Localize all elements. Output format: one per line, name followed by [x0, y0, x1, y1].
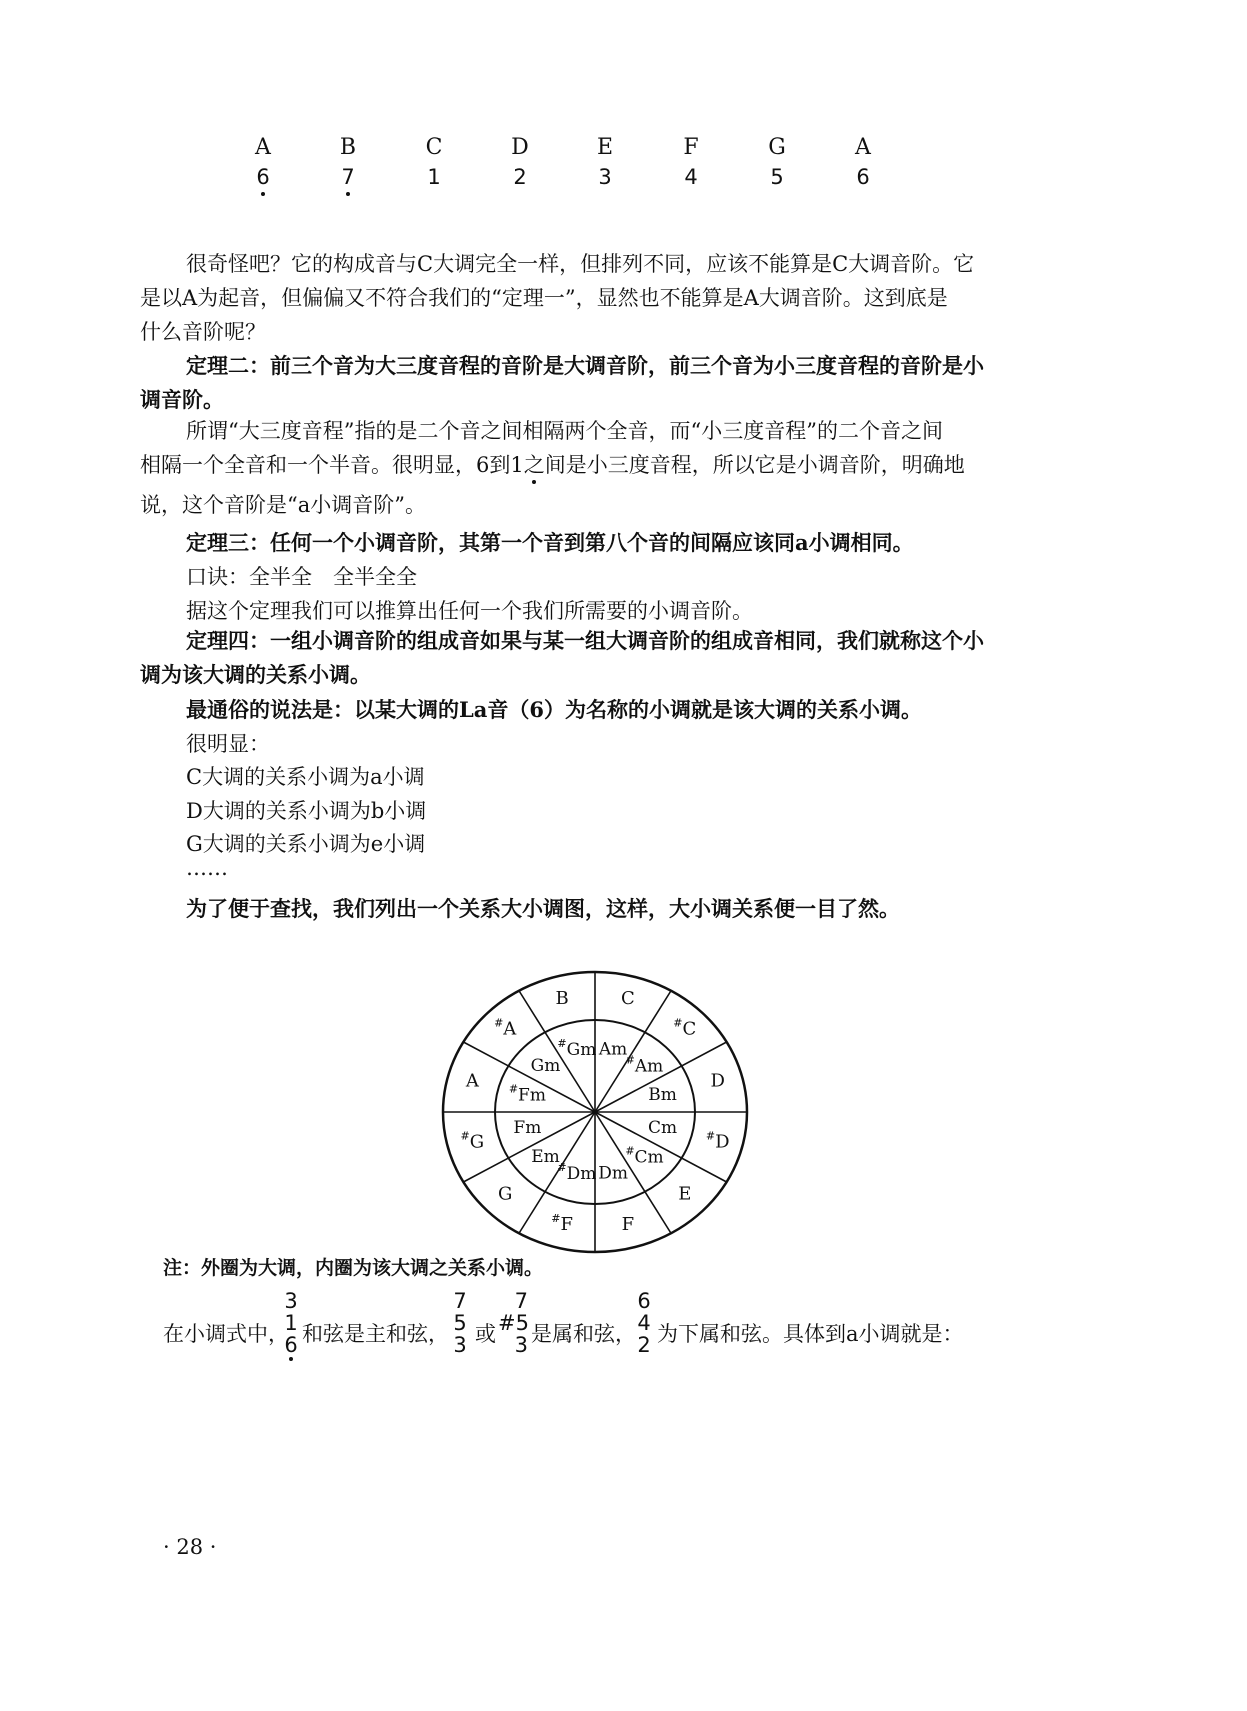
minor-key-label: #Fm: [508, 1082, 546, 1105]
paragraph-line: 调为该大调的关系小调。: [140, 662, 371, 687]
paragraph-line: 相隔一个全音和一个半音。很明显，6到1之间是小三度音程，所以它是小调音阶，明确地: [140, 453, 965, 477]
mnemonic: 口诀：全半全 全半全全: [186, 565, 417, 589]
theorem-4: [140, 624, 984, 692]
example-line: D大调的关系小调为b小调: [186, 799, 427, 823]
chord-note: 7: [514, 1289, 528, 1313]
chord-note: 2: [637, 1333, 651, 1357]
scale-letter: F: [683, 135, 699, 160]
low-octave-dot: [289, 1357, 293, 1361]
dominant-chord-sharp: [498, 1290, 528, 1356]
major-key-label: G: [498, 1183, 513, 1205]
chord-note: #5: [498, 1311, 529, 1335]
theorem-3: 定理三：任何一个小调音阶，其第一个音到第八个音的间隔应该同a小调相同。: [186, 530, 914, 555]
minor-key-label: #Cm: [625, 1144, 664, 1167]
major-key-label: #A: [494, 1016, 517, 1040]
chord-note: 5: [453, 1311, 467, 1335]
major-key-label: #D: [705, 1129, 730, 1153]
major-key-label: C: [620, 987, 635, 1009]
chords-text: 为下属和弦。具体到a小调就是：: [657, 1322, 964, 1346]
example-line: G大调的关系小调为e小调: [186, 832, 426, 856]
minor-key-label: Bm: [648, 1084, 677, 1105]
example-line: C大调的关系小调为a小调: [186, 765, 425, 789]
paragraph-line: 调音阶。: [140, 387, 224, 412]
chord-note: 1: [284, 1311, 298, 1335]
low-octave-dot: [532, 480, 536, 484]
chord-note: 7: [453, 1289, 467, 1313]
minor-key-label: Cm: [648, 1118, 678, 1139]
common-saying: 最通俗的说法是：以某大调的La音（6）为名称的小调就是该大调的关系小调。: [186, 697, 922, 722]
chord-note: 3: [453, 1333, 467, 1357]
major-key-label: B: [555, 987, 569, 1009]
minor-key-label: #Dm: [557, 1160, 597, 1184]
major-key-label: #G: [460, 1129, 485, 1153]
paragraph-line: 所谓“大三度音程”指的是二个音之间相隔两个全音，而“小三度音程”的二个音之间: [186, 419, 943, 443]
wheel-structure: [443, 972, 747, 1252]
scale-letter: A: [255, 135, 271, 160]
chords-text: 是属和弦，: [531, 1322, 636, 1346]
minor-key-label: #Gm: [557, 1037, 597, 1060]
scale-number: 6: [256, 165, 270, 189]
minor-key-label: Fm: [513, 1118, 542, 1139]
scale-number: 6: [856, 165, 870, 189]
chart-intro: 为了便于查找，我们列出一个关系大小调图，这样，大小调关系便一目了然。: [186, 896, 900, 921]
paragraph-line: 定理四：一组小调音阶的组成音如果与某一组大调音阶的组成音相同，我们就称这个小: [186, 628, 984, 653]
page-number: · 28 ·: [163, 1535, 217, 1559]
theorem-2: [140, 349, 984, 417]
major-key-label: #F: [551, 1212, 573, 1236]
scale-letter: D: [511, 135, 529, 160]
minor-key-label: Gm: [530, 1056, 561, 1077]
paragraph-line: 是以A为起音，但偏偏又不符合我们的“定理一”，显然也不能算是A大调音阶。这到底是: [140, 286, 948, 310]
scale-number: 2: [513, 165, 527, 189]
major-key-label: A: [465, 1070, 479, 1092]
low-octave-dot: [346, 192, 350, 196]
scale-letter: C: [425, 135, 443, 160]
key-wheel: [430, 960, 760, 1260]
paragraph-1: [140, 247, 975, 349]
tonic-chord: [283, 1290, 299, 1356]
scale-letter: B: [339, 135, 357, 160]
scale-number: 4: [684, 165, 698, 189]
chord-note: 3: [284, 1289, 298, 1313]
major-key-label: F: [621, 1214, 635, 1236]
chord-note: 4: [637, 1311, 651, 1335]
example-line: ……: [186, 856, 228, 880]
minor-key-label: Em: [531, 1146, 560, 1167]
derive-text: 据这个定理我们可以推算出任何一个我们所需要的小调音阶。: [186, 599, 753, 623]
paragraph-line: 定理二：前三个音为大三度音程的音阶是大调音阶，前三个音为小三度音程的音阶是小: [186, 353, 984, 378]
scale-letter: E: [596, 135, 614, 160]
paragraph-line: 说，这个音阶是“a小调音阶”。: [140, 493, 426, 517]
chords-or: 或: [475, 1322, 496, 1346]
chord-note: 3: [514, 1333, 528, 1357]
chord-note: 6: [284, 1333, 298, 1357]
paragraph-3: [140, 414, 965, 522]
major-key-label: E: [678, 1183, 692, 1205]
chords-text: 在小调式中，: [163, 1322, 289, 1346]
scale-letter: G: [768, 135, 786, 160]
scale-number: 3: [598, 165, 612, 189]
minor-key-label: #Am: [625, 1053, 664, 1077]
chords-text: 和弦是主和弦，: [302, 1322, 449, 1346]
chord-note: 6: [637, 1289, 651, 1313]
dominant-chord: [452, 1290, 468, 1356]
minor-key-label: Dm: [598, 1163, 628, 1184]
major-key-label: #C: [673, 1016, 697, 1040]
note: 注：外圈为大调，内圈为该大调之关系小调。: [163, 1257, 544, 1279]
paragraph-line: 很奇怪吧？它的构成音与C大调完全一样，但排列不同，应该不能算是C大调音阶。它: [186, 252, 975, 276]
scale-letter: A: [855, 135, 871, 160]
paragraph-line: 什么音阶呢？: [140, 320, 266, 344]
low-octave-dot: [261, 192, 265, 196]
obvious-label: 很明显：: [186, 732, 270, 756]
scale-number: 1: [427, 165, 441, 189]
major-key-label: D: [710, 1070, 725, 1092]
subdominant-chord: [636, 1290, 652, 1356]
scale-number: 5: [770, 165, 784, 189]
scale-number: 7: [341, 165, 355, 189]
minor-key-label: Am: [598, 1039, 628, 1060]
